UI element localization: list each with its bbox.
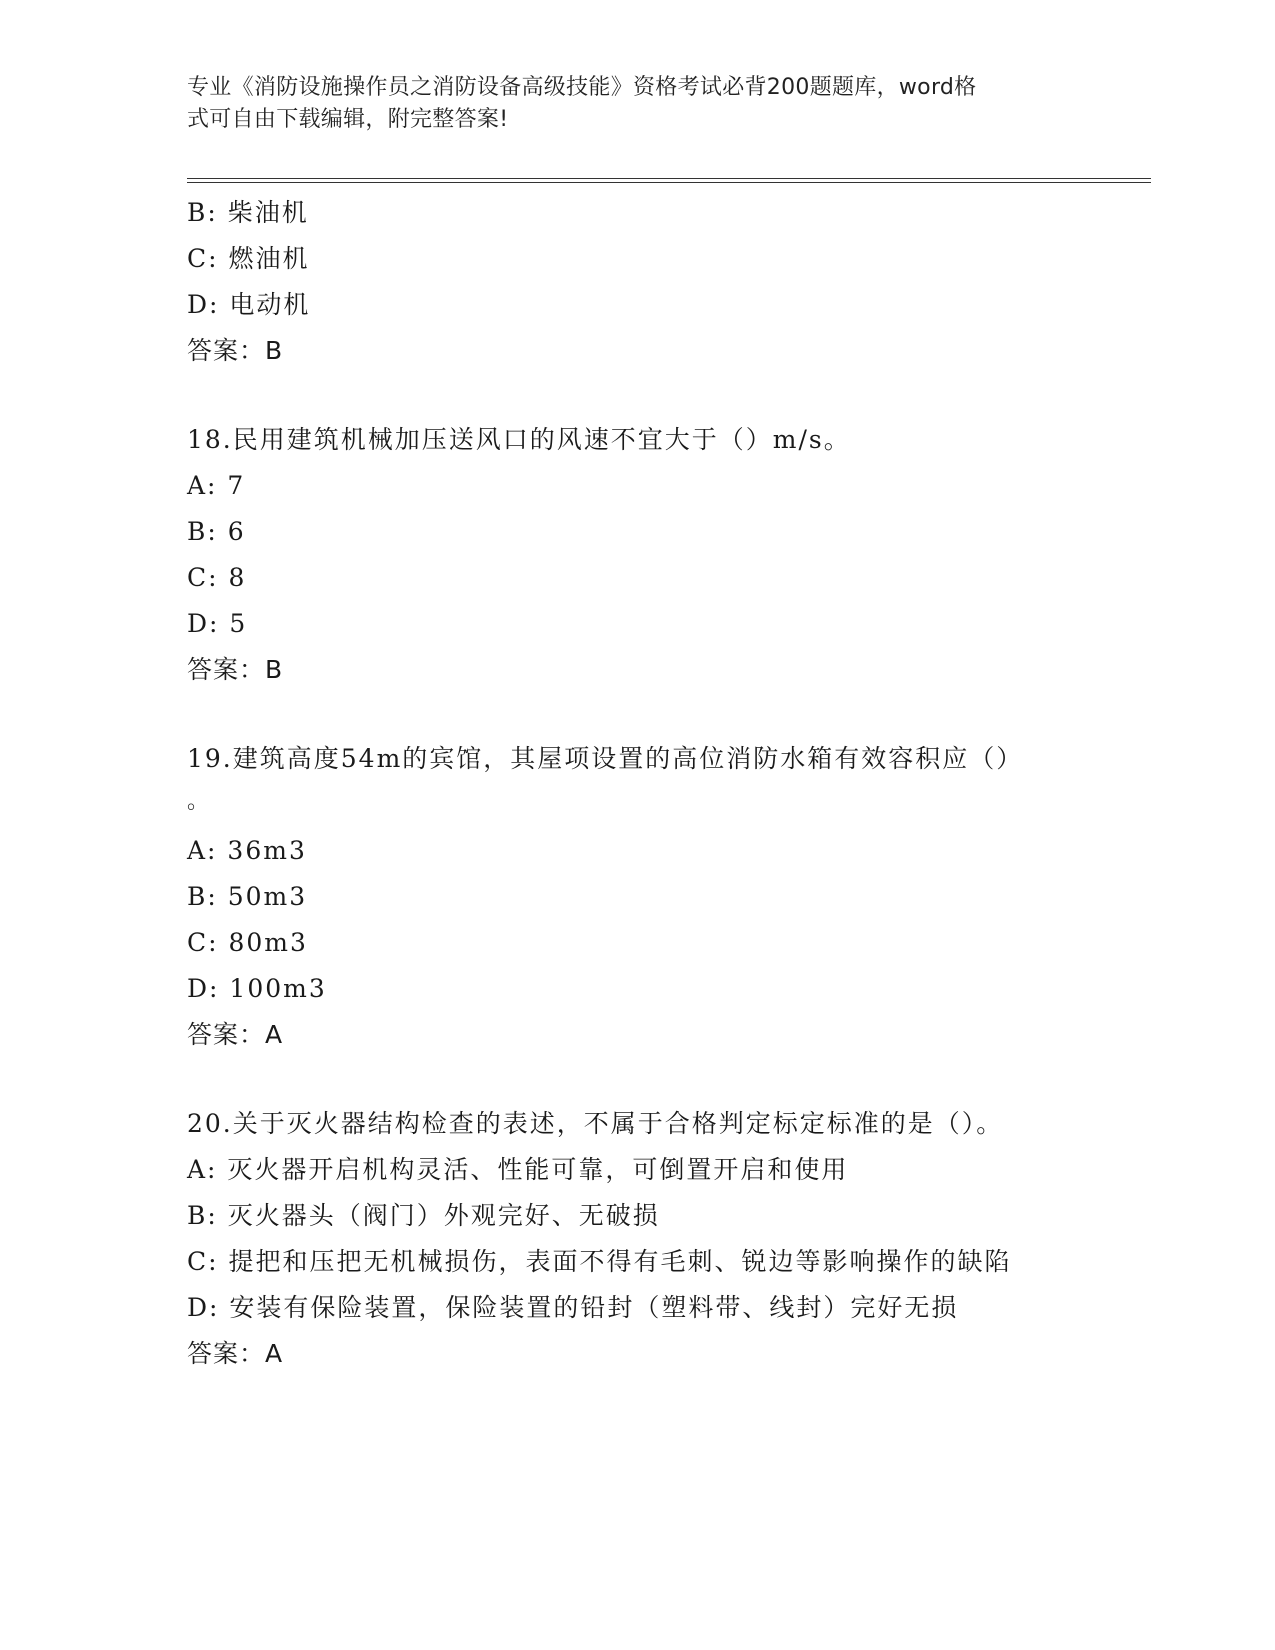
answer-17: 答案：B (187, 336, 284, 365)
document-header (187, 72, 1077, 136)
option-c: C: 燃油机 (187, 244, 310, 273)
option-b: B: 柴油机 (187, 198, 309, 227)
option-d: D: 安装有保险装置，保险装置的铅封（塑料带、线封）完好无损 (187, 1293, 959, 1322)
question-19 (187, 736, 1087, 1058)
header-divider-bottom (187, 182, 1151, 183)
option-d: D: 100m3 (187, 974, 327, 1003)
option-a: A: 灭火器开启机构灵活、性能可靠，可倒置开启和使用 (187, 1155, 849, 1184)
document-body (187, 190, 1087, 1377)
option-b: B: 灭火器头（阀门）外观完好、无破损 (187, 1201, 660, 1230)
option-b: B: 6 (187, 517, 246, 546)
option-d: D: 电动机 (187, 290, 311, 319)
question-text: 19.建筑高度54m的宾馆，其屋项设置的高位消防水箱有效容积应（） (187, 744, 1024, 773)
header-line-1: 专业《消防设施操作员之消防设备高级技能》资格考试必背200题题库，word格 (187, 75, 977, 100)
option-c: C: 80m3 (187, 928, 308, 957)
question-text: 20.关于灭火器结构检查的表述，不属于合格判定标定标准的是（）。 (187, 1109, 1004, 1138)
option-c: C: 提把和压把无机械损伤，表面不得有毛刺、锐边等影响操作的缺陷 (187, 1247, 1012, 1276)
question-text: 18.民用建筑机械加压送风口的风速不宜大于（）m/s。 (187, 425, 851, 454)
header-divider-top (187, 178, 1151, 179)
option-b: B: 50m3 (187, 882, 308, 911)
answer-19: 答案：A (187, 1020, 284, 1049)
question-18 (187, 417, 1087, 693)
question-text-continuation: 。 (187, 789, 212, 814)
question-17 (187, 190, 1087, 374)
option-a: A: 36m3 (187, 836, 307, 865)
question-20 (187, 1101, 1087, 1377)
option-a: A: 7 (187, 471, 246, 500)
answer-20: 答案：A (187, 1339, 284, 1368)
option-d: D: 5 (187, 609, 248, 638)
answer-18: 答案：B (187, 655, 284, 684)
header-line-2: 式可自由下载编辑，附完整答案! (187, 107, 509, 132)
option-c: C: 8 (187, 563, 247, 592)
